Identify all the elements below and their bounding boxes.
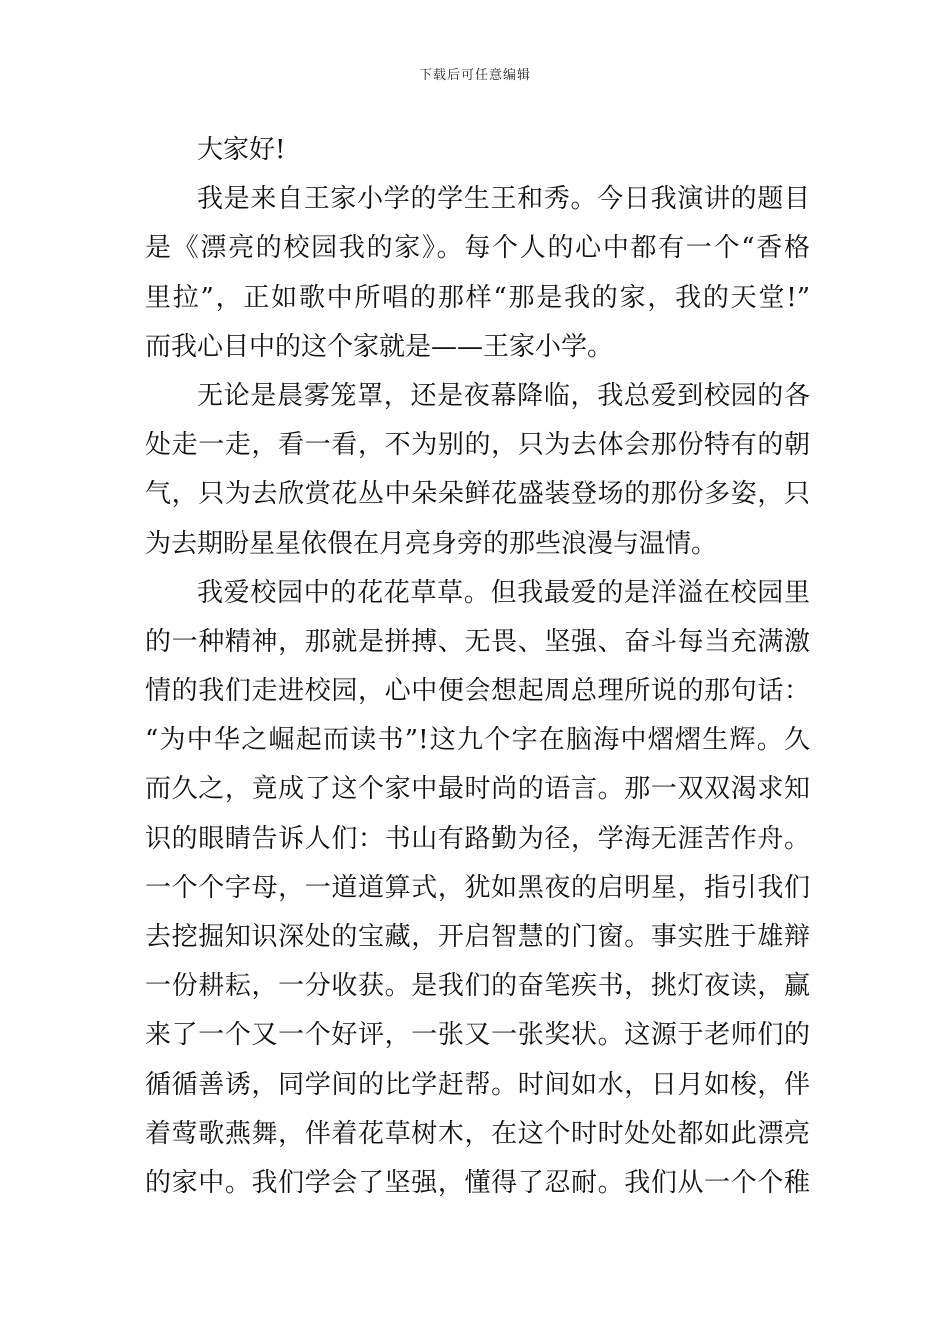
text-line: 的一种精神，那就是拼搏、无畏、坚强、奋斗每当充满激: [145, 626, 810, 657]
text-line: 是《漂亮的校园我的家》。每个人的心中都有一个“香格: [145, 233, 810, 264]
text-line: 处走一走，看一看，不为别的，只为去体会那份特有的朝: [145, 430, 810, 461]
text-line: 里拉”，正如歌中所唱的那样“那是我的家，我的天堂!”: [145, 282, 810, 313]
text-line: 去挖掘知识深处的宝藏，开启智慧的门窗。事实胜于雄辩: [145, 922, 810, 952]
text-line: 情的我们走进校园，心中便会想起周总理所说的那句话：: [145, 676, 810, 707]
text-line: 而我心目中的这个家就是——王家小学。: [145, 331, 614, 362]
text-line: 一份耕耘，一分收获。是我们的奋笔疾书，挑灯夜读，赢: [145, 971, 810, 1002]
text-line: 识的眼睛告诉人们：书山有路勤为径，学海无涯苦作舟。: [145, 823, 810, 854]
text-line: 无论是晨雾笼罩，还是夜幕降临，我总爱到校园的各: [197, 380, 810, 411]
text-line: 而久之，竟成了这个家中最时尚的语言。那一双双渴求知: [145, 774, 810, 805]
text-line: 我爱校园中的花花草草。但我最爱的是洋溢在校园里: [197, 577, 810, 608]
text-line: 循循善诱，同学间的比学赶帮。时间如水，日月如梭，伴: [145, 1069, 810, 1100]
text-line: 为去期盼星星依偎在月亮身旁的那些浪漫与温情。: [145, 528, 718, 559]
text-line: 来了一个又一个好评，一张又一张奖状。这源于老师们的: [145, 1020, 810, 1051]
text-line: 大家好!: [197, 135, 286, 165]
text-line: 我是来自王家小学的学生王和秀。今日我演讲的题目: [197, 184, 810, 215]
text-line: 着莺歌燕舞，伴着花草树木，在这个时时处处都如此漂亮: [145, 1118, 810, 1149]
text-line: “为中华之崛起而读书”!这九个字在脑海中熠熠生辉。久: [145, 725, 810, 756]
document-body: [145, 126, 810, 1208]
text-line: 气，只为去欣赏花丛中朵朵鲜花盛装登场的那份多姿，只: [145, 479, 810, 510]
page-header: 下载后可任意编辑: [418, 68, 531, 83]
text-line: 的家中。我们学会了坚强，懂得了忍耐。我们从一个个稚: [145, 1167, 810, 1198]
text-line: 一个个字母，一道道算式，犹如黑夜的启明星，指引我们: [145, 872, 810, 903]
